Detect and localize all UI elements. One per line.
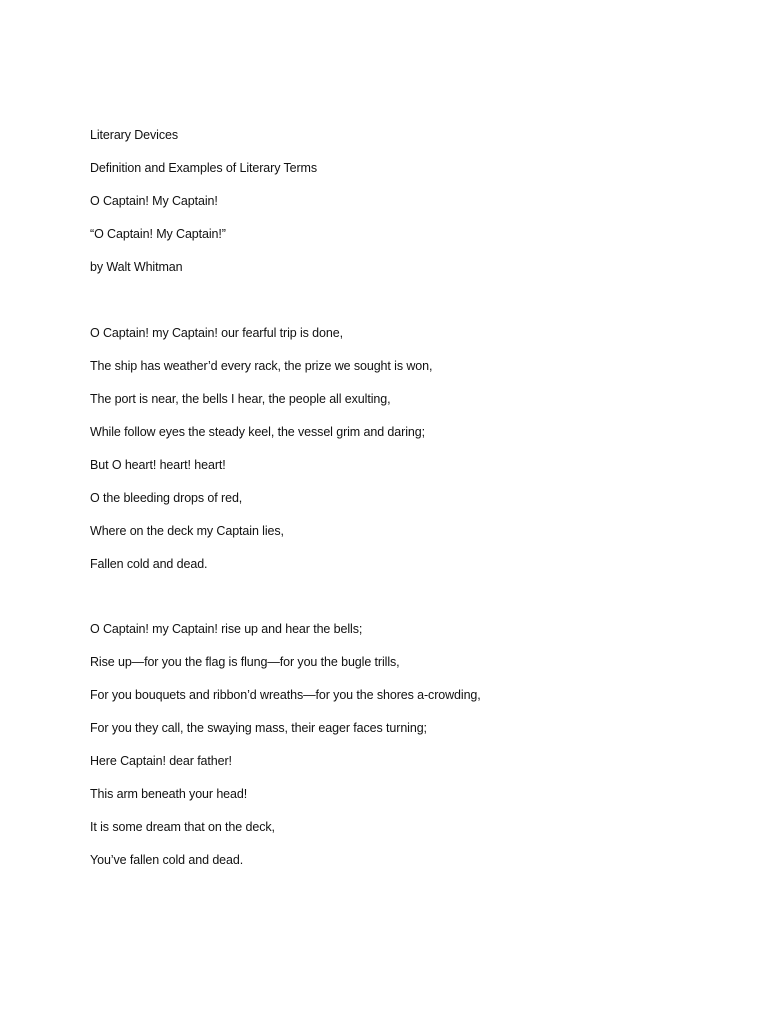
poem-line: O the bleeding drops of red, — [90, 491, 243, 505]
poem-line: O Captain! my Captain! our fearful trip is done, — [90, 326, 343, 340]
poem-line: This arm beneath your head! — [90, 787, 248, 801]
poem-line: It is some dream that on the deck, — [90, 820, 275, 834]
poem-line: Rise up—for you the flag is flung—for you the bugle trills, — [90, 655, 400, 669]
site-title: Literary Devices — [90, 128, 179, 142]
poem-line: The ship has weather’d every rack, the prize we sought is won, — [90, 359, 433, 373]
poem-line: For you bouquets and ribbon’d wreaths—for you the shores a-crowding, — [90, 688, 481, 702]
poem-line: But O heart! heart! heart! — [90, 458, 226, 472]
site-tagline: Definition and Examples of Literary Terms — [90, 161, 318, 175]
poem-line: Here Captain! dear father! — [90, 754, 232, 768]
byline: by Walt Whitman — [90, 260, 183, 274]
poem-line: The port is near, the bells I hear, the people all exulting, — [90, 392, 391, 406]
poem-line: You’ve fallen cold and dead. — [90, 853, 244, 867]
poem-title: “O Captain! My Captain!” — [90, 227, 226, 241]
poem-line: While follow eyes the steady keel, the vessel grim and daring; — [90, 425, 425, 439]
page-title: O Captain! My Captain! — [90, 194, 218, 208]
poem-line: Fallen cold and dead. — [90, 557, 208, 571]
poem-line: O Captain! my Captain! rise up and hear the bells; — [90, 622, 363, 636]
poem-line: Where on the deck my Captain lies, — [90, 524, 284, 538]
poem-line: For you they call, the swaying mass, their eager faces turning; — [90, 721, 427, 735]
